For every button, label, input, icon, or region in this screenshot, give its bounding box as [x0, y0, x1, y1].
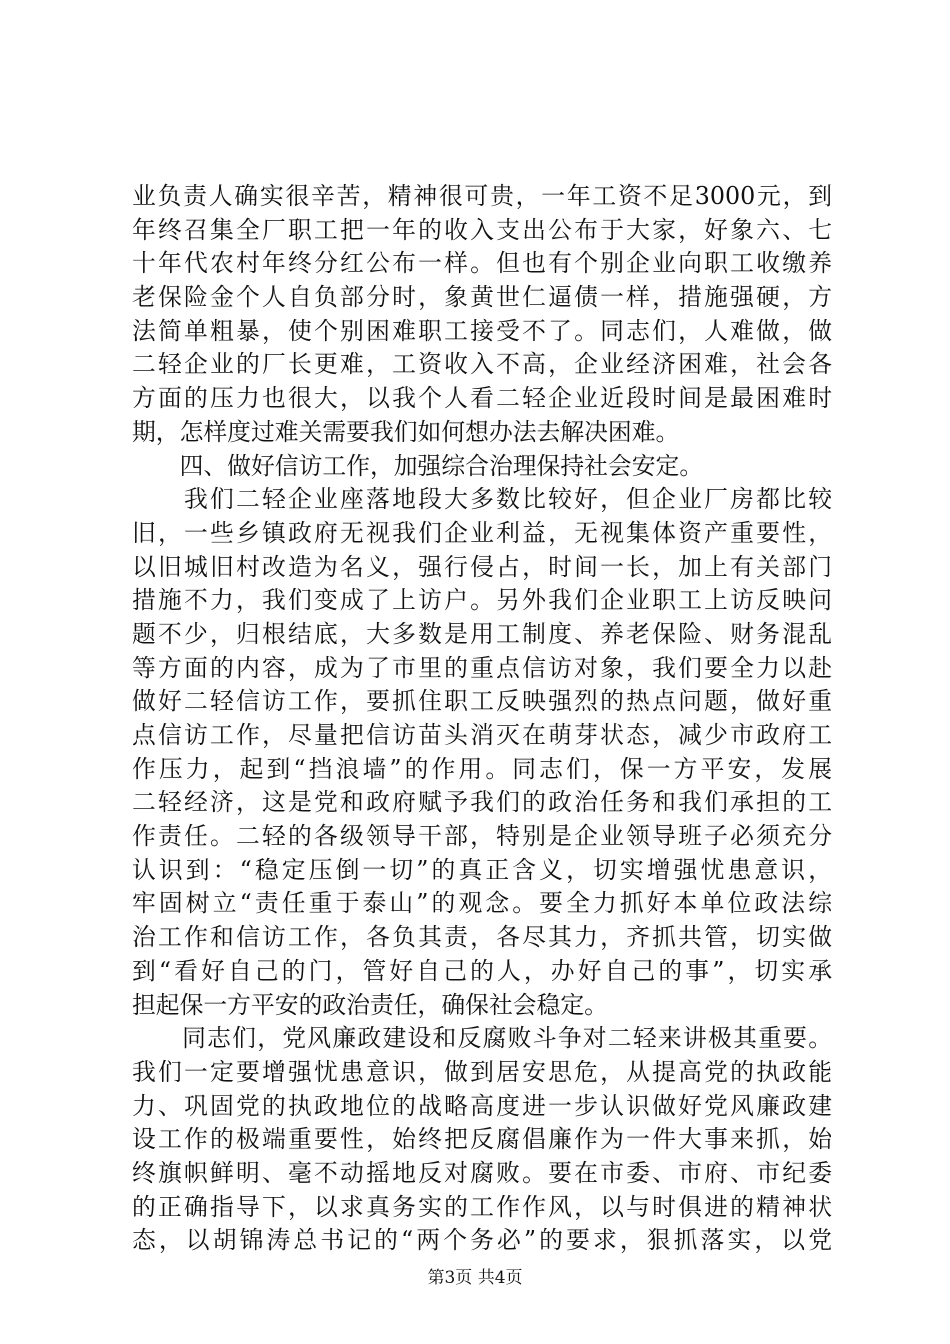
text-line: 我们一定要增强忧患意识，做到居安思危，从提高党的执政能 — [132, 1057, 832, 1086]
text-line: 法简单粗暴，使个别困难职工接受不了。同志们，人难做，做 — [132, 316, 832, 345]
text-line: 题不少，归根结底，大多数是用工制度、养老保险、财务混乱 — [132, 619, 832, 648]
text-line: 二轻企业的厂长更难，工资收入不高，企业经济困难，社会各 — [132, 350, 832, 379]
text-line: 我们二轻企业座落地段大多数比较好，但企业厂房都比较 — [132, 485, 832, 514]
text-line: 方面的压力也很大，以我个人看二轻企业近段时间是最困难时 — [132, 384, 832, 413]
text-line: 同志们，党风廉政建设和反腐败斗争对二轻来讲极其重要。 — [132, 1024, 832, 1053]
text-line: 作责任。二轻的各级领导干部，特别是企业领导班子必须充分 — [132, 822, 832, 851]
text-line: 期，怎样度过难关需要我们如何想办法去解决困难。 — [132, 417, 680, 446]
text-line: 做好二轻信访工作，要抓住职工反映强烈的热点问题，做好重 — [132, 687, 832, 716]
text-line: 到“看好自己的门，管好自己的人，办好自己的事”，切实承 — [132, 956, 832, 985]
text-line: 终旗帜鲜明、毫不动摇地反对腐败。要在市委、市府、市纪委 — [132, 1158, 832, 1187]
page-footer: 第3页 共4页 — [427, 1268, 523, 1288]
text-line: 老保险金个人自负部分时，象黄世仁逼债一样，措施强硬，方 — [132, 283, 832, 312]
text-line: 以旧城旧村改造为名义，强行侵占，时间一长，加上有关部门 — [132, 552, 832, 581]
text-line: 设工作的极端重要性，始终把反腐倡廉作为一件大事来抓，始 — [132, 1125, 832, 1154]
text-line: 等方面的内容，成为了市里的重点信访对象，我们要全力以赴 — [132, 653, 832, 682]
text-line: 认识到：“稳定压倒一切”的真正含义，切实增强忧患意识， — [132, 855, 832, 884]
text-line: 牢固树立“责任重于泰山”的观念。要全力抓好本单位政法综 — [132, 889, 832, 918]
text-line: 治工作和信访工作，各负其责，各尽其力，齐抓共管，切实做 — [132, 923, 832, 952]
text-line: 作压力，起到“挡浪墙”的作用。同志们，保一方平安，发展 — [132, 754, 832, 783]
text-line: 二轻经济，这是党和政府赋予我们的政治任务和我们承担的工 — [132, 788, 832, 817]
text-line: 力、巩固党的执政地位的战略高度进一步认识做好党风廉政建 — [132, 1091, 832, 1120]
text-line: 点信访工作，尽量把信访苗头消灭在萌芽状态，减少市政府工 — [132, 721, 832, 749]
text-line: 十年代农村年终分红公布一样。但也有个别企业向职工收缴养 — [132, 249, 832, 278]
text-line: 担起保一方平安的政治责任，确保社会稳定。 — [132, 990, 608, 1019]
text-line: 态，以胡锦涛总书记的“两个务必”的要求，狠抓落实，以党 — [132, 1226, 832, 1255]
document-body — [132, 180, 832, 1258]
text-line: 的正确指导下，以求真务实的工作作风，以与时俱进的精神状 — [132, 1192, 832, 1221]
text-line: 旧，一些乡镇政府无视我们企业利益，无视集体资产重要性， — [132, 518, 832, 547]
text-line: 四、做好信访工作，加强综合治理保持社会安定。 — [132, 451, 704, 480]
text-line: 措施不力，我们变成了上访户。另外我们企业职工上访反映问 — [132, 586, 832, 615]
text-line: 年终召集全厂职工把一年的收入支出公布于大家，好象六、七 — [132, 215, 832, 244]
text-line: 业负责人确实很辛苦，精神很可贵，一年工资不足3000元，到 — [132, 182, 832, 210]
